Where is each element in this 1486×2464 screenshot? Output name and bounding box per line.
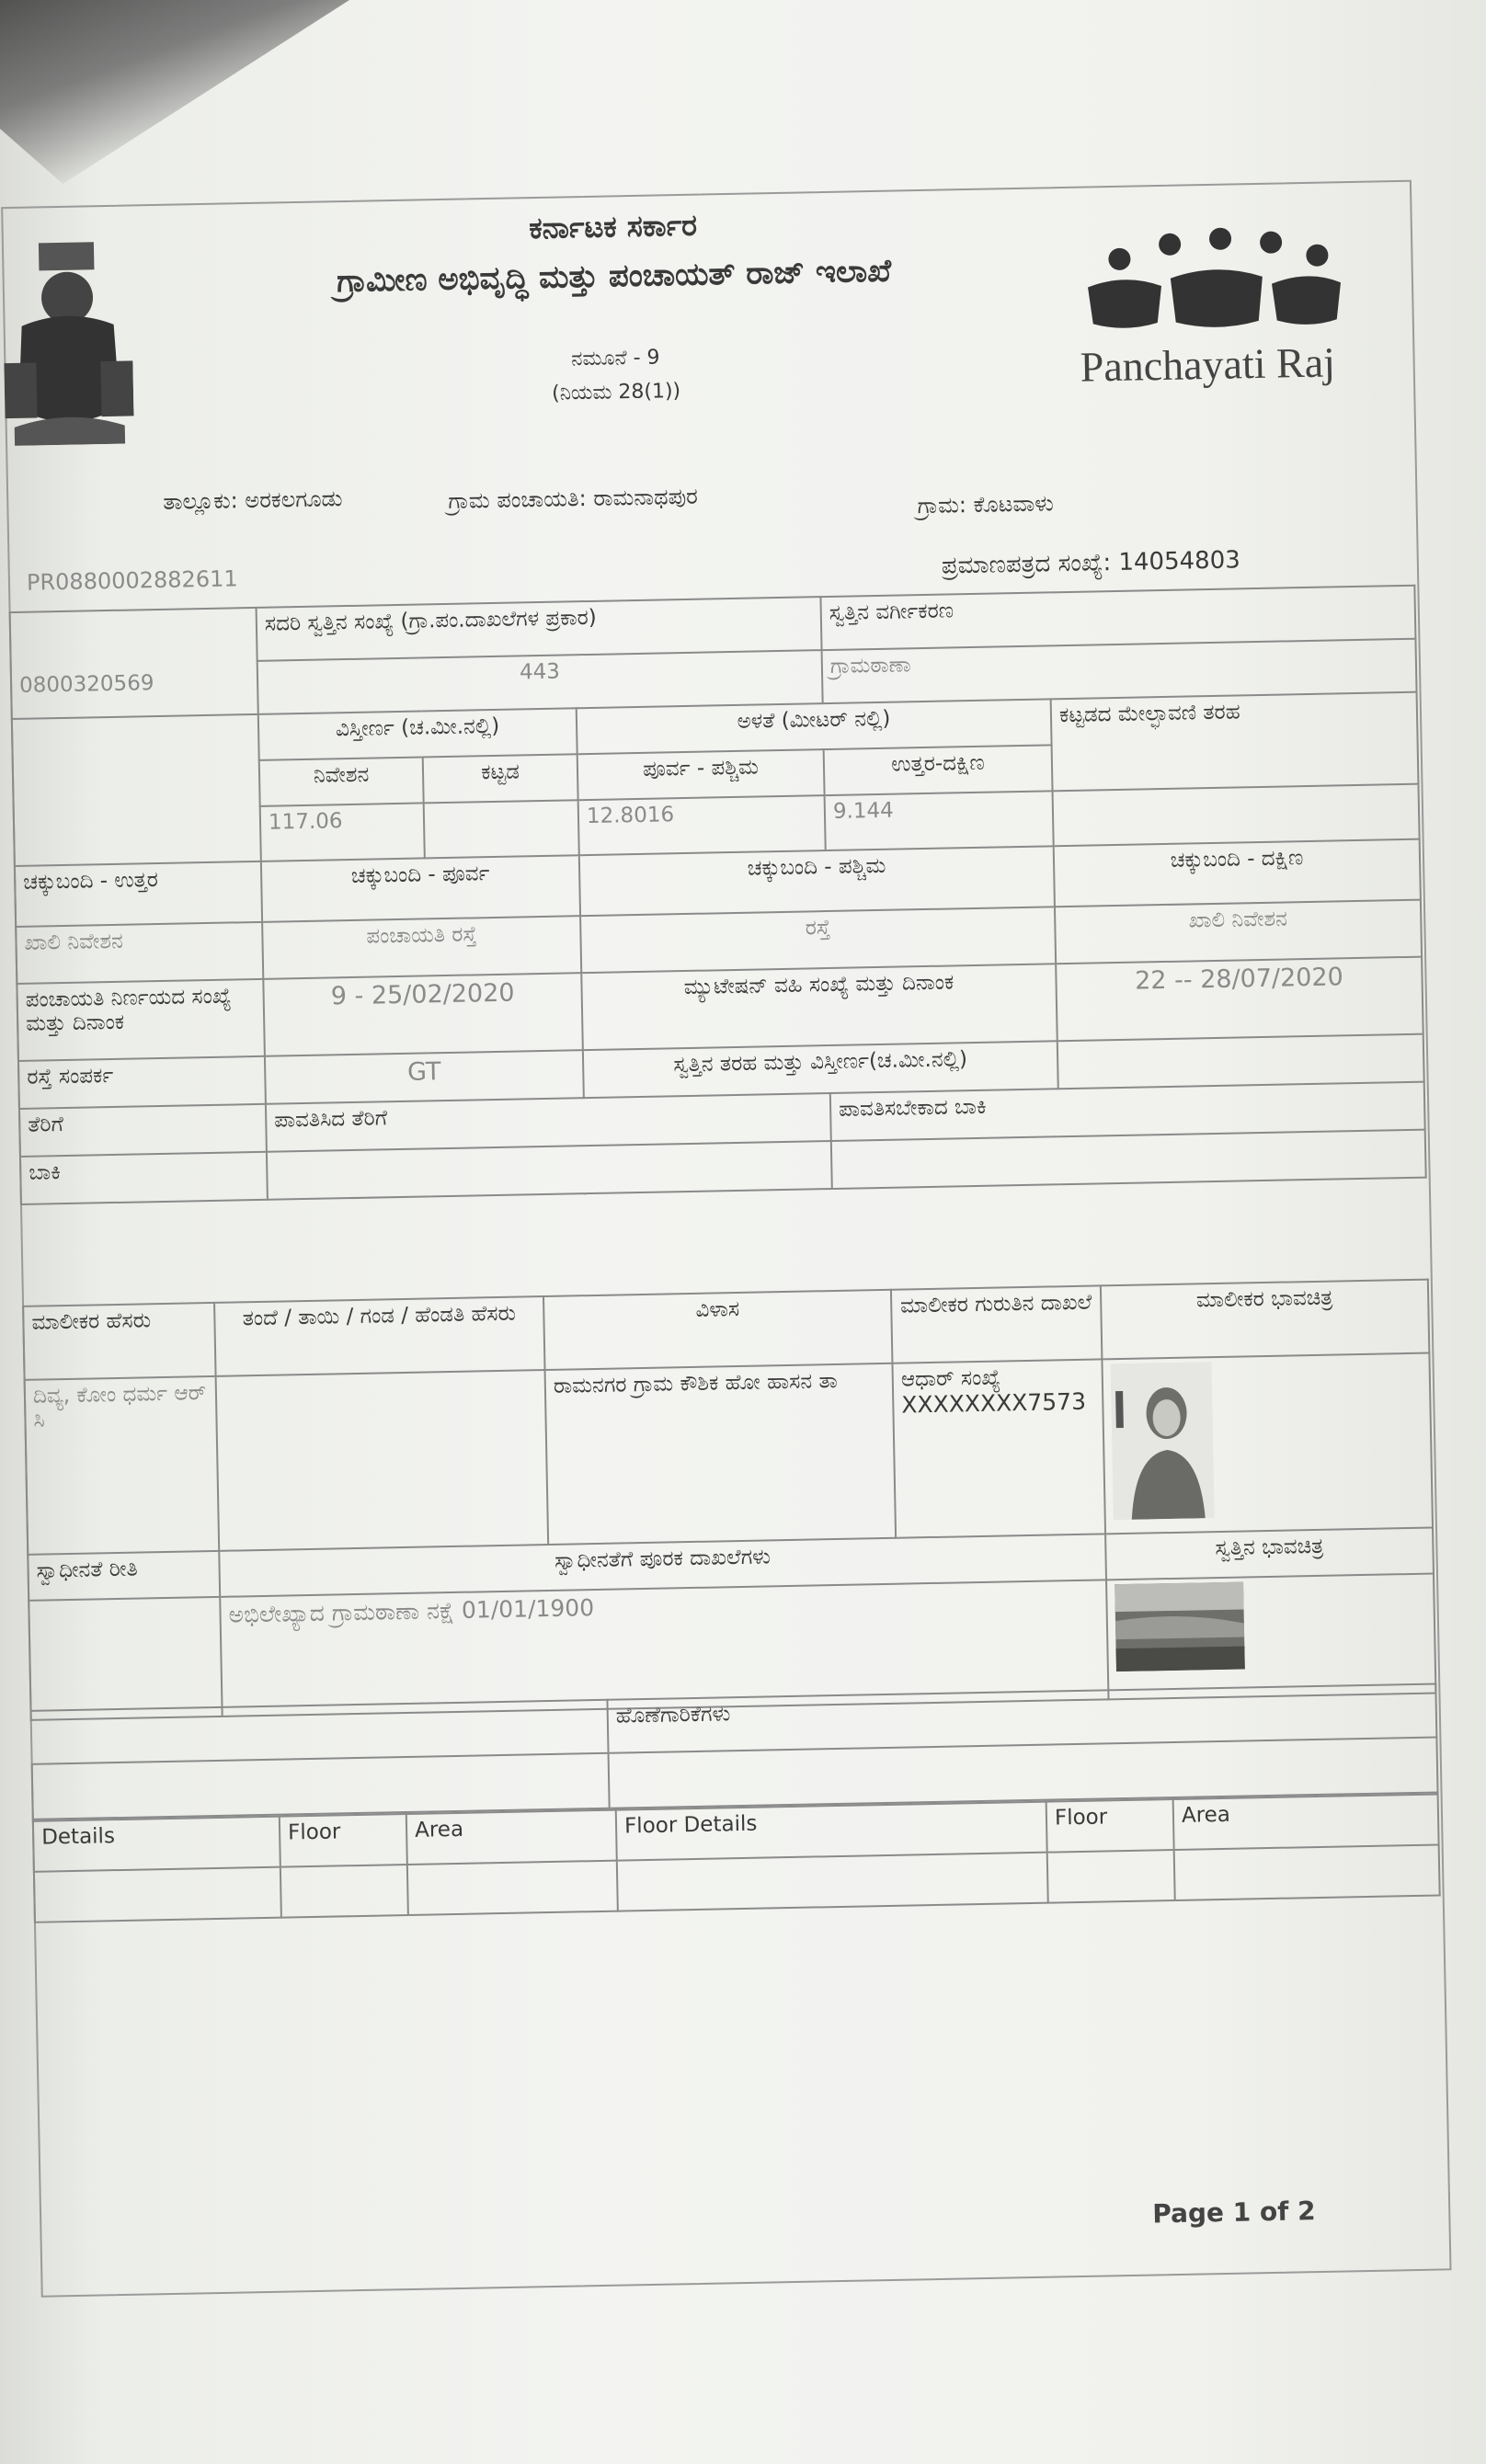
docs-header: ಸ್ವಾಧೀನತೆಗೆ ಪೂರಕ ದಾಖಲೆಗಳು — [219, 1534, 1106, 1596]
attach-left-blank-2 — [32, 1753, 610, 1819]
state-emblem-icon — [2, 222, 135, 446]
floor-details-header: Floor Details — [616, 1802, 1047, 1861]
ew-header: ಪೂರ್ವ - ಪಶ್ಚಿಮ — [577, 749, 825, 800]
bound-s-value: ಖಾಲಿ ನಿವೇಶನ — [1055, 900, 1422, 964]
site-header: ನಿವೇಶನ — [259, 757, 424, 805]
floor-details-value — [617, 1853, 1048, 1911]
bound-w-header: ಚಕ್ಕುಬಂದಿ - ಪಶ್ಚಿಮ — [579, 846, 1055, 916]
owner-photo-cell — [1102, 1353, 1433, 1534]
property-table — [9, 585, 1427, 1205]
attach-header: ಹೊಣೆಗಾರಿಕೆಗಳು — [607, 1684, 1436, 1753]
owner-name-header: ಮಾಲೀಕರ ಹೆಸರು — [23, 1303, 215, 1380]
bldg-value — [424, 800, 579, 858]
tax-header: ತೆರಿಗೆ — [19, 1104, 267, 1157]
page-number: Page 1 of 2 — [1151, 2196, 1316, 2230]
details-header: Details — [33, 1817, 280, 1872]
address-header: ವಿಳಾಸ — [543, 1290, 892, 1370]
resolution-value: 9 - 25/02/2020 — [263, 973, 583, 1056]
bound-e-value: ಪಂಚಾಯತಿ ರಸ್ತೆ — [262, 916, 581, 979]
floor-value-2 — [1047, 1850, 1175, 1903]
relation-header: ತಂದೆ / ತಾಯಿ / ಗಂಡ / ಹೆಂಡತಿ ಹೆಸರು — [214, 1296, 544, 1376]
owner-id-cell — [892, 1359, 1105, 1537]
owner-photo — [1111, 1362, 1215, 1520]
floor-header: Floor — [280, 1814, 407, 1867]
details-value — [34, 1867, 281, 1922]
area-header: ವಿಸ್ತೀರ್ಣ (ಚ.ಮೀ.ನಲ್ಲಿ) — [258, 708, 577, 760]
docs-value: ಅಭಿಲೇಖ್ಯಾದ ಗ್ರಾಮಠಾಣಾ ನಕ್ಷೆ 01/01/1900 — [220, 1580, 1108, 1716]
owner-photo-header: ಮಾಲೀಕರ ಭಾವಚಿತ್ರ — [1101, 1280, 1429, 1360]
class-value: ಗ್ರಾಮಠಾಣಾ — [822, 639, 1417, 703]
roof-header: ಕಟ್ಟಡದ ಮೇಲ್ಛಾವಣಿ ತರಹ — [1051, 692, 1419, 792]
method-header: ಸ್ವಾಧೀನತೆ ರೀತಿ — [28, 1551, 220, 1601]
floor-header-2: Floor — [1046, 1799, 1174, 1853]
bound-n-value: ಖಾಲಿ ನಿವೇಶನ — [16, 922, 263, 984]
road-value: GT — [265, 1050, 584, 1104]
ns-header: ಉತ್ತರ-ದಕ್ಷಿಣ — [824, 745, 1053, 795]
area-header-2: Area — [1173, 1794, 1439, 1850]
owner-address: ರಾಮನಗರ ಗ್ರಾಮ ಕೌಶಿಕ ಹೋ ಹಾಸನ ತಾ — [545, 1363, 897, 1545]
prop-no-header: ಸದರಿ ಸ್ವತ್ತಿನ ಸಂಖ್ಯೆ (ಗ್ರಾ.ಪಂ.ದಾಖಲೆಗಳ ಪ್ರಕಾರ) — [257, 597, 822, 661]
owner-id-header: ಮಾಲೀಕರ ಗುರುತಿನ ದಾಖಲೆ — [891, 1285, 1102, 1363]
prop-no-value: 443 — [257, 650, 823, 714]
paid-header: ಪಾವತಿಸಿದ ತೆರಿಗೆ — [266, 1093, 831, 1152]
due-value — [831, 1130, 1426, 1189]
method-value — [29, 1597, 222, 1720]
village-label: ಗ್ರಾಮ: ಕೊಟವಾಳು — [917, 490, 1055, 519]
dim-header: ಅಳತೆ (ಮೀಟರ್ ನಲ್ಲಿ) — [577, 699, 1052, 754]
floor-value — [280, 1865, 408, 1918]
panchayati-raj-text: Panchayati Raj — [1080, 338, 1336, 391]
ns-value: 9.144 — [825, 791, 1054, 850]
gov-title: ಕರ್ನಾಟಕ ಸರ್ಕಾರ — [528, 207, 698, 246]
blank-cell — [12, 714, 261, 866]
area-value-2 — [1174, 1844, 1440, 1900]
site-value: 117.06 — [260, 803, 425, 861]
certificate-number: ಪ್ರಮಾಣಪತ್ರದ ಸಂಖ್ಯೆ: 14054803 — [941, 546, 1241, 580]
area-value — [407, 1861, 618, 1915]
resolution-header: ಪಂಚಾಯತಿ ನಿರ್ಣಯದ ಸಂಖ್ಯೆ ಮತ್ತು ದಿನಾಂಕ — [17, 979, 265, 1061]
owner-id-label: ಆಧಾರ್ ಸಂಖ್ಯೆ — [900, 1365, 1001, 1392]
bound-n-header: ಚಕ್ಕುಬಂದಿ - ಉತ್ತರ — [15, 861, 262, 927]
left-id: 0800320569 — [18, 671, 154, 698]
area-header: Area — [406, 1810, 617, 1865]
prop-photo-cell — [1106, 1574, 1435, 1700]
rule-number: (ನಿಯಮ 28(1)) — [551, 380, 681, 405]
road-header: ರಸ್ತೆ ಸಂಪರ್ಕ — [18, 1056, 266, 1109]
left-id-cell — [10, 608, 258, 719]
taluk-label: ತಾಲ್ಲೂಕು: ಅರಕಲಗೂಡು — [163, 485, 343, 515]
relation-value — [216, 1370, 549, 1551]
owner-id-value: XXXXXXXX7573 — [901, 1387, 1087, 1419]
bound-s-header: ಚಕ್ಕುಬಂದಿ - ದಕ್ಷಿಣ — [1054, 839, 1421, 907]
dept-title: ಗ್ರಾಮೀಣ ಅಭಿವೃದ್ಧಿ ಮತ್ತು ಪಂಚಾಯತ್ ರಾಜ್ ಇಲಾಖೆ — [336, 252, 892, 301]
bound-w-value: ರಸ್ತೆ — [580, 907, 1056, 973]
mutation-header: ಮ್ಯುಟೇಷನ್ ವಹಿ ಸಂಖ್ಯೆ ಮತ್ತು ದಿನಾಂಕ — [581, 964, 1057, 1050]
misc-header: ಬಾಕಿ — [20, 1152, 268, 1204]
owner-table — [22, 1279, 1436, 1721]
mutation-value: 22 -- 28/07/2020 — [1056, 957, 1423, 1042]
gram-panchayat-label: ಗ್ರಾಮ ಪಂಚಾಯತಿ: ರಾಮನಾಥಪುರ — [448, 483, 699, 514]
property-photo — [1114, 1581, 1245, 1671]
bound-e-header: ಚಕ್ಕುಬಂದಿ - ಪೂರ್ವ — [261, 855, 580, 922]
property-id: PR0880002882611 — [26, 565, 238, 596]
type-value — [1057, 1034, 1424, 1089]
prop-photo-header: ಸ್ವತ್ತಿನ ಭಾವಚಿತ್ರ — [1105, 1528, 1434, 1580]
ew-value: 12.8016 — [578, 795, 826, 855]
class-header: ಸ್ವತ್ತಿನ ವರ್ಗೀಕರಣ — [820, 586, 1415, 650]
owner-name: ದಿವ್ಯ, ಕೋಂ ಧರ್ಮ ಆರ್ ಸಿ — [25, 1376, 220, 1555]
form-number: ನಮೂನೆ - 9 — [571, 346, 660, 371]
paid-value — [267, 1141, 832, 1200]
due-header: ಪಾವತಿಸಬೇಕಾದ ಬಾಕಿ — [830, 1082, 1425, 1141]
roof-value — [1053, 784, 1420, 847]
type-header: ಸ್ವತ್ತಿನ ತರಹ ಮತ್ತು ವಿಸ್ತೀರ್ಣ(ಚ.ಮೀ.ನಲ್ಲಿ) — [583, 1041, 1058, 1098]
bldg-header: ಕಟ್ಟಡ — [423, 754, 578, 803]
